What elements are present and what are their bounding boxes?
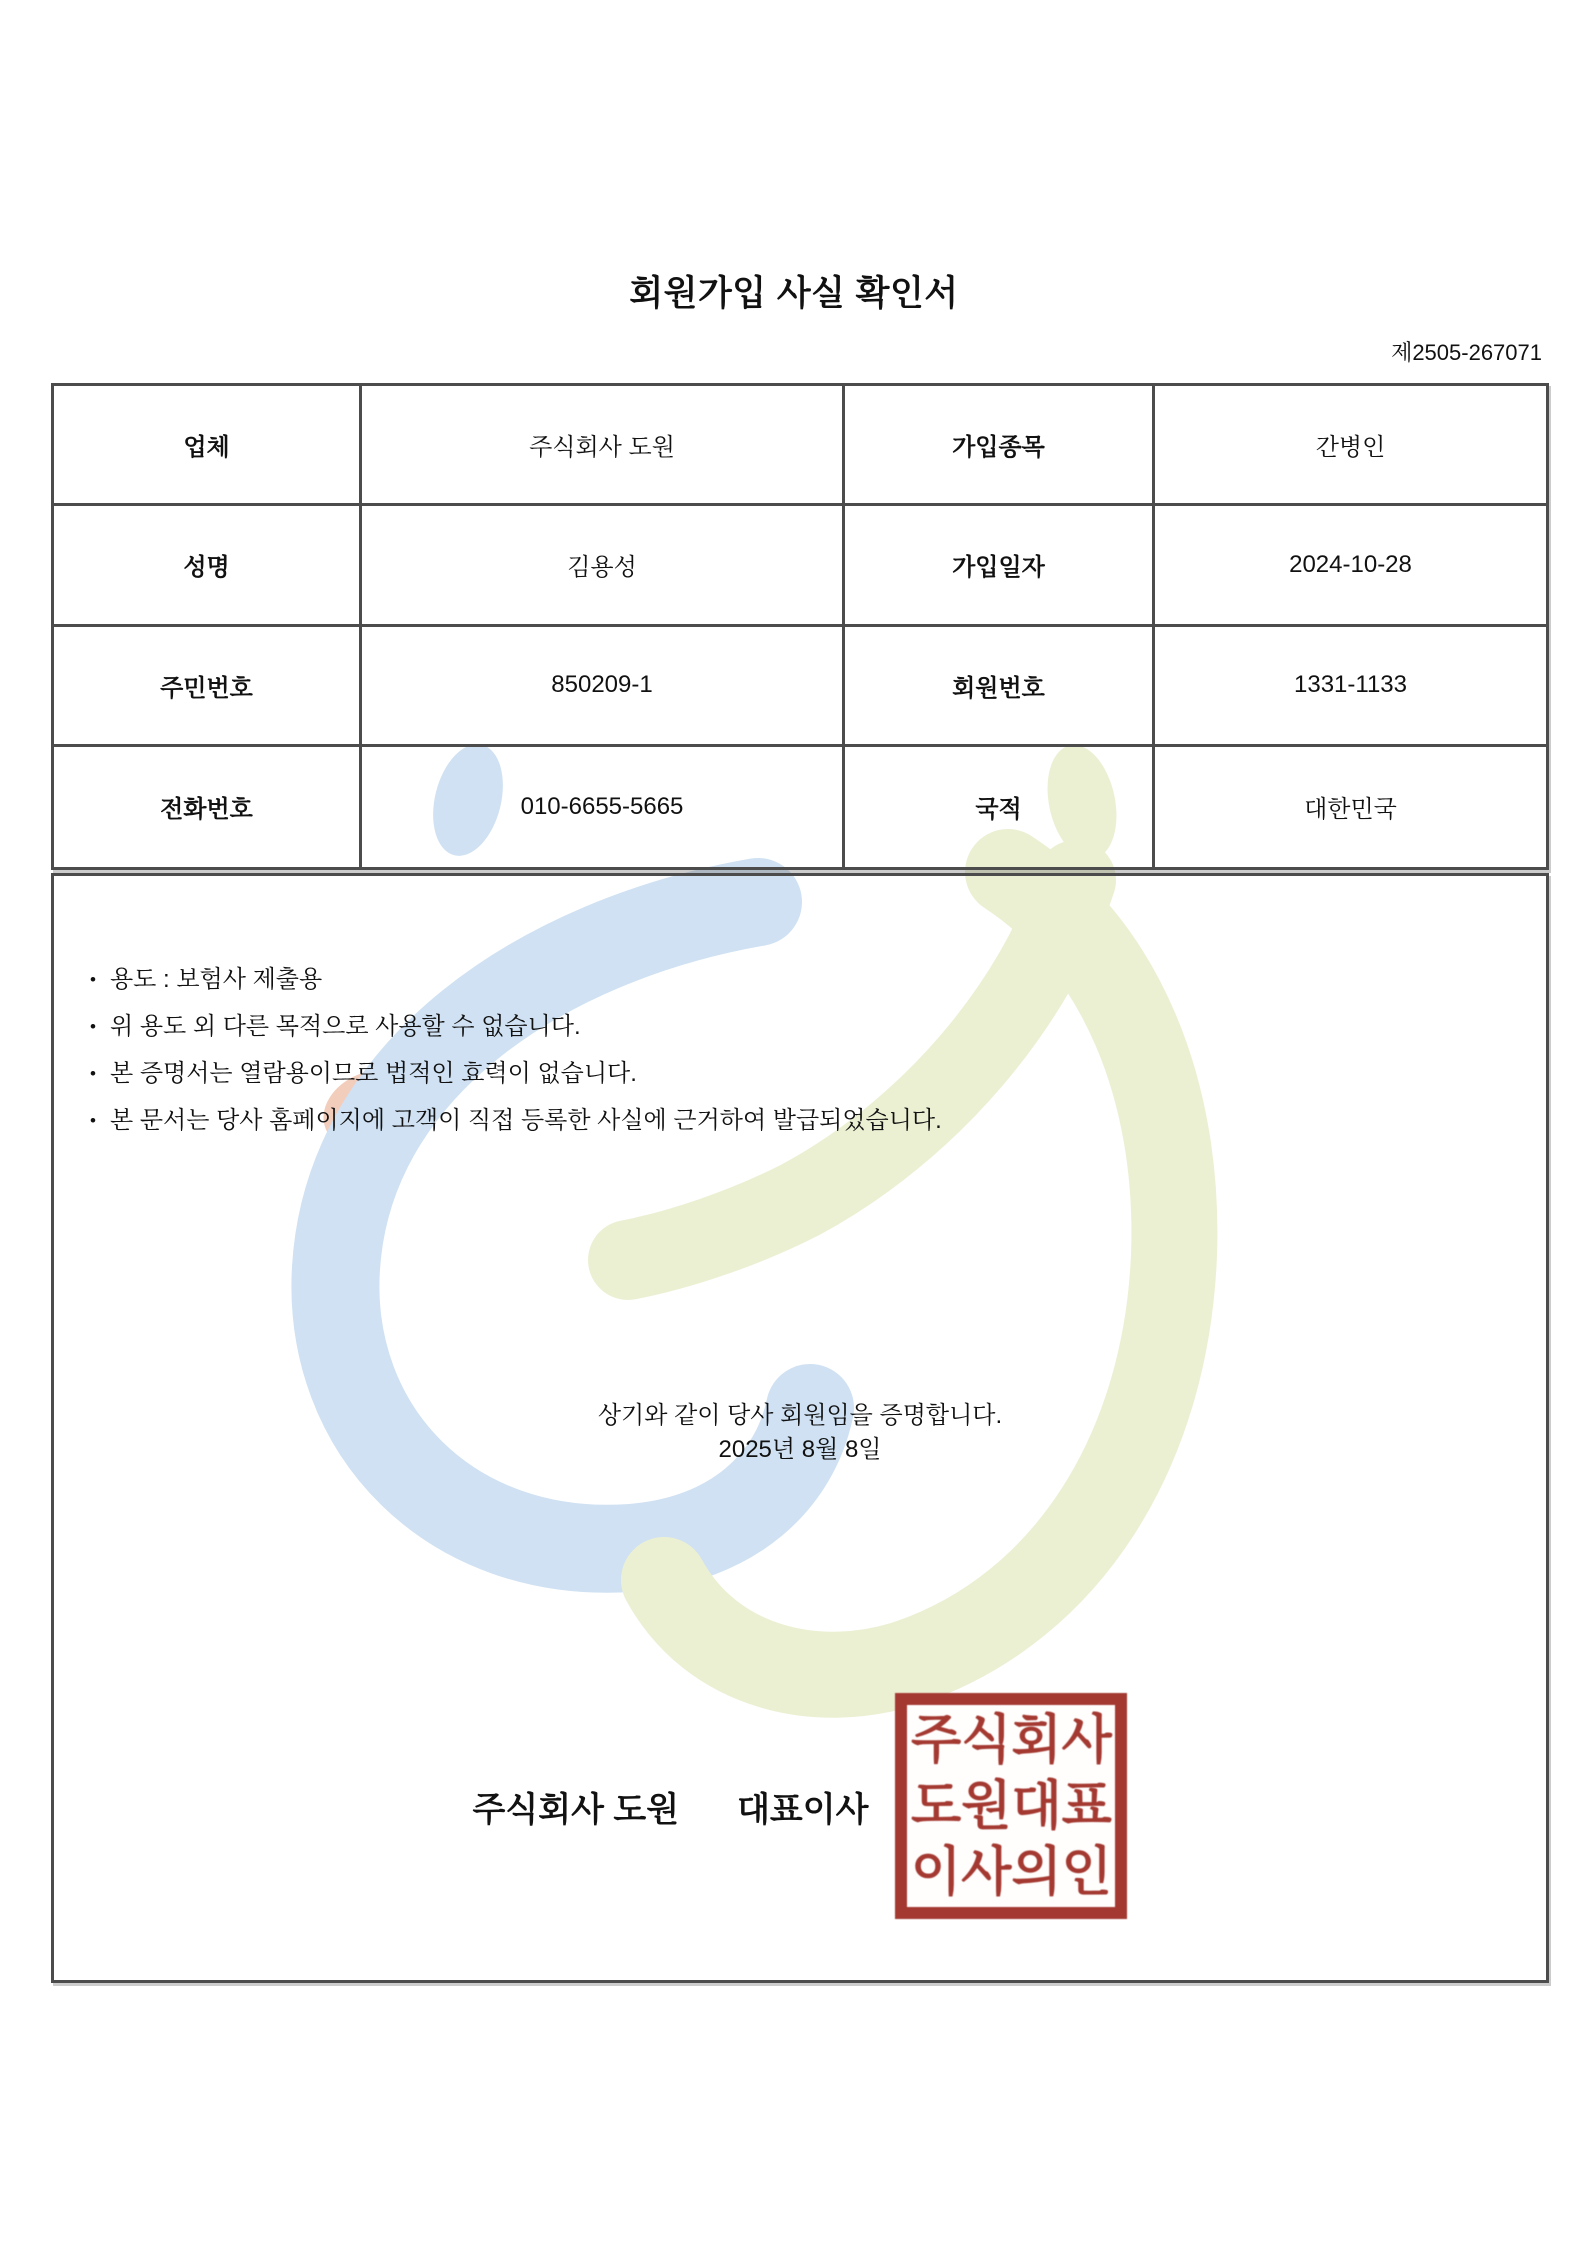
field-label: 국적 bbox=[845, 747, 1155, 867]
signature-company: 주식회사 도원 bbox=[472, 1790, 680, 1829]
signature-role: 대표이사 bbox=[737, 1790, 869, 1829]
field-label: 가입종목 bbox=[845, 386, 1155, 506]
certification-statement: 상기와 같이 당사 회원임을 증명합니다. bbox=[597, 1402, 1003, 1429]
field-value: 2024-10-28 bbox=[1155, 506, 1546, 626]
seal-text-row: 도원대표 bbox=[910, 1776, 1112, 1836]
certification-date: 2025년 8월 8일 bbox=[718, 1436, 882, 1463]
corporate-seal bbox=[895, 1693, 1127, 1919]
signature-row bbox=[54, 1693, 1546, 1919]
note-item: • 위 용도 외 다른 목적으로 사용할 수 없습니다. bbox=[88, 1013, 942, 1041]
field-value: 대한민국 bbox=[1304, 796, 1397, 824]
field-label: 가입일자 bbox=[845, 506, 1155, 626]
note-item: • 본 증명서는 열람용이므로 법적인 효력이 없습니다. bbox=[88, 1060, 942, 1088]
field-label: 성명 bbox=[54, 506, 362, 626]
field-value: 김용성 bbox=[362, 506, 845, 626]
field-value: 850209-1 bbox=[362, 627, 845, 747]
note-item: • 용도 : 보험사 제출용 bbox=[88, 966, 942, 994]
doc-number: 제2505-267071 bbox=[1391, 340, 1542, 365]
notes-box bbox=[51, 873, 1549, 1983]
note-item: • 본 문서는 당사 홈페이지에 고객이 직접 등록한 사실에 근거하여 발급되었습니다. bbox=[88, 1107, 942, 1135]
certificate-title: 회원가입 사실 확인서 bbox=[629, 274, 959, 313]
notes-list bbox=[88, 966, 942, 1154]
field-label: 업체 bbox=[54, 386, 362, 506]
field-value: 1331-1133 bbox=[1155, 627, 1546, 747]
field-value: 간병인 bbox=[1155, 386, 1546, 506]
seal-text-row: 이사의인 bbox=[910, 1842, 1112, 1902]
field-value: 주식회사 도원 bbox=[362, 386, 845, 506]
field-label: 전화번호 bbox=[54, 747, 362, 867]
field-value: 010-6655-5665 bbox=[362, 747, 845, 867]
seal-text-row: 주식회사 bbox=[910, 1710, 1112, 1770]
field-label: 회원번호 bbox=[845, 627, 1155, 747]
certification-block bbox=[54, 1399, 1546, 1467]
field-label: 주민번호 bbox=[54, 627, 362, 747]
member-info-table bbox=[51, 383, 1549, 870]
signature-text bbox=[473, 1782, 869, 1831]
